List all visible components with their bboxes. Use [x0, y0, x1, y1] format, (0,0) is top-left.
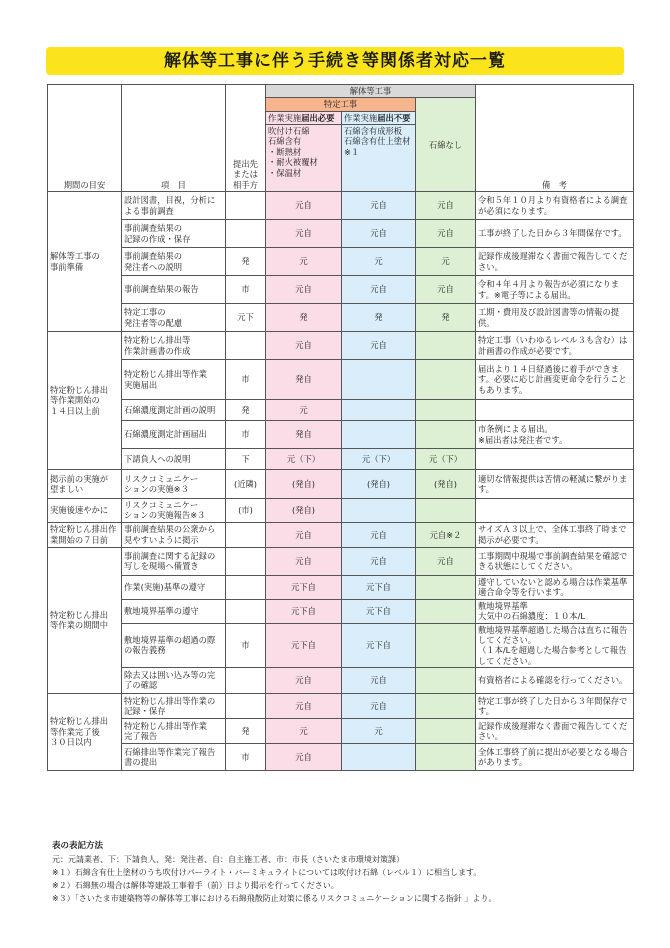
- item-cell: 特定粉じん排出等作業の 記録・保存: [122, 693, 226, 718]
- submit-cell: 発: [226, 400, 266, 421]
- table-row: [48, 667, 634, 693]
- col-c-cell: [416, 575, 476, 599]
- note-cell: 工期・費用及び設計図書等の情報の提供。: [476, 304, 634, 332]
- header-period: 期間の目安: [48, 85, 122, 192]
- col-a-cell: 元下自: [266, 575, 342, 599]
- col-b-cell: 発: [342, 304, 416, 332]
- submit-cell: [226, 575, 266, 599]
- item-cell: 敷地境界基準の遵守: [122, 599, 226, 623]
- item-cell: 特定粉じん排出等作業 実施届出: [122, 360, 226, 400]
- note-cell: [476, 499, 634, 523]
- col-b-cell: 元自: [342, 693, 416, 718]
- submit-cell: [226, 332, 266, 360]
- submit-cell: [226, 220, 266, 248]
- submit-cell: [226, 192, 266, 220]
- col-a-cell: (発自): [266, 470, 342, 499]
- item-cell: 特定粉じん排出等作業 完了報告: [122, 718, 226, 743]
- note-cell: [476, 400, 634, 421]
- table-row: [48, 421, 634, 449]
- col-b-cell: [342, 400, 416, 421]
- table-row: [48, 499, 634, 523]
- note-cell: 工事期間中現場で事前調査結果を確認できる状態にしてください。: [476, 547, 634, 575]
- submit-cell: [226, 547, 266, 575]
- item-cell: 事前調査に関する記録の写しを現場へ備置き: [122, 547, 226, 575]
- legend: [52, 840, 632, 905]
- col-b-cell: 元自: [342, 522, 416, 547]
- col-b-cell: 元自: [342, 547, 416, 575]
- table-row: [48, 276, 634, 304]
- col-c-cell: 元（下）: [416, 449, 476, 470]
- col-b-cell: [342, 360, 416, 400]
- col-a-cell: 発自: [266, 421, 342, 449]
- period-cell: 実施後速やかに: [48, 499, 122, 523]
- header-col-a-desc: 吹付け石綿 石綿含有 ・断熱材 ・耐火被覆材 ・保温材: [266, 125, 342, 192]
- item-cell: 下請負人への説明: [122, 449, 226, 470]
- col-b-cell: 元下自: [342, 623, 416, 667]
- item-cell: リスクコミュニケー ションの実施報告※３: [122, 499, 226, 523]
- col-c-cell: [416, 718, 476, 743]
- period-cell: 解体等工事の 事前準備: [48, 192, 122, 332]
- submit-cell: [226, 599, 266, 623]
- col-c-cell: 元自: [416, 220, 476, 248]
- note-cell: 敷地境界基準 大気中の石綿濃度：１０本/L: [476, 599, 634, 623]
- note-cell: 有資格者による確認を行ってください。: [476, 667, 634, 693]
- item-cell: 特定粉じん排出等 作業計画書の作成: [122, 332, 226, 360]
- submit-cell: 発: [226, 718, 266, 743]
- col-a-cell: 元自: [266, 693, 342, 718]
- note-cell: 適切な情報提供は苦情の軽減に繋がります。: [476, 470, 634, 499]
- col-a-cell: 元自: [266, 743, 342, 770]
- col-a-cell: 元自: [266, 276, 342, 304]
- col-b-cell: 元: [342, 248, 416, 276]
- col-a-cell: 元自: [266, 667, 342, 693]
- col-a-cell: 元自: [266, 192, 342, 220]
- submit-cell: [226, 667, 266, 693]
- col-a-cell: 元自: [266, 522, 342, 547]
- col-c-cell: 元自: [416, 192, 476, 220]
- col-c-cell: [416, 332, 476, 360]
- table-row: [48, 400, 634, 421]
- submit-cell: 市: [226, 743, 266, 770]
- item-cell: 石綿濃度測定計画届出: [122, 421, 226, 449]
- procedure-table: [47, 84, 634, 771]
- header-item: 項 目: [122, 85, 226, 192]
- table-row: [48, 547, 634, 575]
- submit-cell: 元下: [226, 304, 266, 332]
- col-c-cell: [416, 360, 476, 400]
- table-row: [48, 623, 634, 667]
- note-cell: 遵守していないと認める場合は作業基準適合命令等を行います。: [476, 575, 634, 599]
- note-cell: 敷地境界基準超過した場合は直ちに報告してください。 （１本/Lを超過した場合参考として報告してください。: [476, 623, 634, 667]
- item-cell: 事前調査結果の 発注者への説明: [122, 248, 226, 276]
- table-row: [48, 332, 634, 360]
- table-row: [48, 470, 634, 499]
- col-b-cell: [342, 499, 416, 523]
- table-row: [48, 192, 634, 220]
- item-cell: 石綿濃度測定計画の説明: [122, 400, 226, 421]
- col-a-cell: (発自): [266, 499, 342, 523]
- submit-cell: 市: [226, 623, 266, 667]
- col-b-cell: [342, 743, 416, 770]
- col-b-cell: 元自: [342, 667, 416, 693]
- col-a-cell: 発: [266, 304, 342, 332]
- period-cell: 掲示前の実施が 望ましい: [48, 470, 122, 499]
- table-row: [48, 599, 634, 623]
- item-cell: 事前調査結果の 記録の作成・保存: [122, 220, 226, 248]
- header-col-b-desc: 石綿含有成形板 石綿含有仕上塗材 ※１: [342, 125, 416, 192]
- col-b-cell: 元: [342, 718, 416, 743]
- submit-cell: [226, 693, 266, 718]
- note-cell: 令和５年１０月より有資格者による調査が必須になります。: [476, 192, 634, 220]
- col-a-cell: 元（下）: [266, 449, 342, 470]
- item-cell: 特定工事の 発注者等の配慮: [122, 304, 226, 332]
- col-c-cell: [416, 421, 476, 449]
- submit-cell: 発: [226, 248, 266, 276]
- col-a-cell: 元: [266, 248, 342, 276]
- col-a-cell: 元自: [266, 220, 342, 248]
- note-cell: 記録作成後遅滞なく書面で報告してください。: [476, 248, 634, 276]
- submit-cell: [226, 522, 266, 547]
- col-a-cell: 元: [266, 400, 342, 421]
- note-cell: 特定工事が終了した日から３年間保存です。: [476, 693, 634, 718]
- col-b-cell: 元自: [342, 192, 416, 220]
- col-c-cell: 発: [416, 304, 476, 332]
- item-cell: 作業(実施)基準の遵守: [122, 575, 226, 599]
- header-col-c: 石綿なし: [416, 98, 476, 192]
- table-row: [48, 248, 634, 276]
- col-b-cell: (発自): [342, 470, 416, 499]
- note-cell: 記録作成後遅滞なく書面で報告してください。: [476, 718, 634, 743]
- table-row: [48, 575, 634, 599]
- note-cell: 工事が終了した日から３年間保存です。: [476, 220, 634, 248]
- item-cell: リスクコミュニケー ションの実施※３: [122, 470, 226, 499]
- note-cell: 特定工事（いわゆるレベル３も含む）は計画書の作成が必要です。: [476, 332, 634, 360]
- col-c-cell: [416, 743, 476, 770]
- col-a-cell: 発自: [266, 360, 342, 400]
- col-c-cell: [416, 499, 476, 523]
- table-row: [48, 522, 634, 547]
- col-c-cell: [416, 623, 476, 667]
- legend-title: 表の表記方法: [52, 841, 104, 851]
- submit-cell: 下: [226, 449, 266, 470]
- table-row: [48, 304, 634, 332]
- col-b-cell: 元自: [342, 332, 416, 360]
- header-remarks: 備 考: [476, 85, 634, 192]
- item-cell: 設計図書，目視，分析による事前調査: [122, 192, 226, 220]
- col-c-cell: [416, 693, 476, 718]
- note-cell: 届出より１４日経過後に着手ができます。必要に応じ計画変更命令を行うこともあります。: [476, 360, 634, 400]
- item-cell: 除去又は囲い込み等の完了の確認: [122, 667, 226, 693]
- col-c-cell: 元自: [416, 276, 476, 304]
- item-cell: 事前調査結果の公衆から見やすいように掲示: [122, 522, 226, 547]
- col-b-cell: [342, 421, 416, 449]
- header-tokutei: 特定工事: [266, 98, 416, 111]
- col-c-cell: (発自): [416, 470, 476, 499]
- item-cell: 事前調査結果の報告: [122, 276, 226, 304]
- period-cell: 特定粉じん排出 等作業完了後 ３０日以内: [48, 693, 122, 770]
- submit-cell: 市: [226, 360, 266, 400]
- legend-note-2: ※２）石綿無の場合は解体等建設工事着手（前）日より掲示を行ってください。: [52, 881, 339, 890]
- period-cell: 特定粉じん排出作 業開始の７日前: [48, 522, 122, 547]
- col-c-cell: 元: [416, 248, 476, 276]
- col-c-cell: [416, 667, 476, 693]
- submit-cell: 市: [226, 421, 266, 449]
- legend-line: 元：元請業者、下：下請負人、発：発注者、自：自主施工者、市：市長（さいたま市環境対策課）: [52, 855, 404, 864]
- col-a-cell: 元: [266, 718, 342, 743]
- table-row: [48, 360, 634, 400]
- col-c-cell: [416, 400, 476, 421]
- submit-cell: 市: [226, 276, 266, 304]
- table-row: [48, 718, 634, 743]
- note-cell: [476, 449, 634, 470]
- note-cell: 市条例による届出。 ※届出者は発注者です。: [476, 421, 634, 449]
- col-a-cell: 元自: [266, 547, 342, 575]
- page-title: 解体等工事に伴う手続き等関係者対応一覧: [46, 47, 624, 75]
- col-c-cell: 元自※２: [416, 522, 476, 547]
- col-c-cell: [416, 599, 476, 623]
- table-row: [48, 449, 634, 470]
- header-kaitai: 解体等工事: [266, 85, 476, 98]
- col-b-cell: 元下自: [342, 575, 416, 599]
- item-cell: 石綿排出等作業完了報告書の提出: [122, 743, 226, 770]
- col-a-cell: 元下自: [266, 623, 342, 667]
- col-b-cell: 元（下）: [342, 449, 416, 470]
- col-a-cell: 元自: [266, 332, 342, 360]
- col-c-cell: 元自: [416, 547, 476, 575]
- period-cell: 特定粉じん排出 等作業の期間中: [48, 547, 122, 693]
- header-submit: 提出先 または 相手方: [226, 85, 266, 192]
- note-cell: 全体工事終了前に提出が必要となる場合があります。: [476, 743, 634, 770]
- legend-note-3: ※３）「さいたま市建築物等の解体等工事における石綿飛散防止対策に係るリスクコミュニケーションに関する指針 」より。: [52, 894, 497, 903]
- table-row: [48, 693, 634, 718]
- period-cell: 特定粉じん排出 等作業開始の １４日以上前: [48, 332, 122, 470]
- header-col-a-top: 作業実施届出必要: [266, 111, 342, 124]
- col-b-cell: 元下自: [342, 599, 416, 623]
- col-b-cell: 元自: [342, 276, 416, 304]
- header-col-b-top: 作業実施届出不要: [342, 111, 416, 124]
- col-a-cell: 元下自: [266, 599, 342, 623]
- note-cell: 令和４年４月より報告が必須になります。※電子等による届出。: [476, 276, 634, 304]
- submit-cell: (市): [226, 499, 266, 523]
- legend-note-1: ※１）石綿含有仕上塗材のうち吹付けパーライト・バーミキュライトについては吹付け石綿（レベル１）に相当します。: [52, 868, 482, 877]
- col-b-cell: 元自: [342, 220, 416, 248]
- table-row: [48, 220, 634, 248]
- note-cell: サイズＡ３以上で、全体工事終了時まで掲示が必要です。: [476, 522, 634, 547]
- submit-cell: (近隣): [226, 470, 266, 499]
- table-row: [48, 743, 634, 770]
- item-cell: 敷地境界基準の超過の際の報告義務: [122, 623, 226, 667]
